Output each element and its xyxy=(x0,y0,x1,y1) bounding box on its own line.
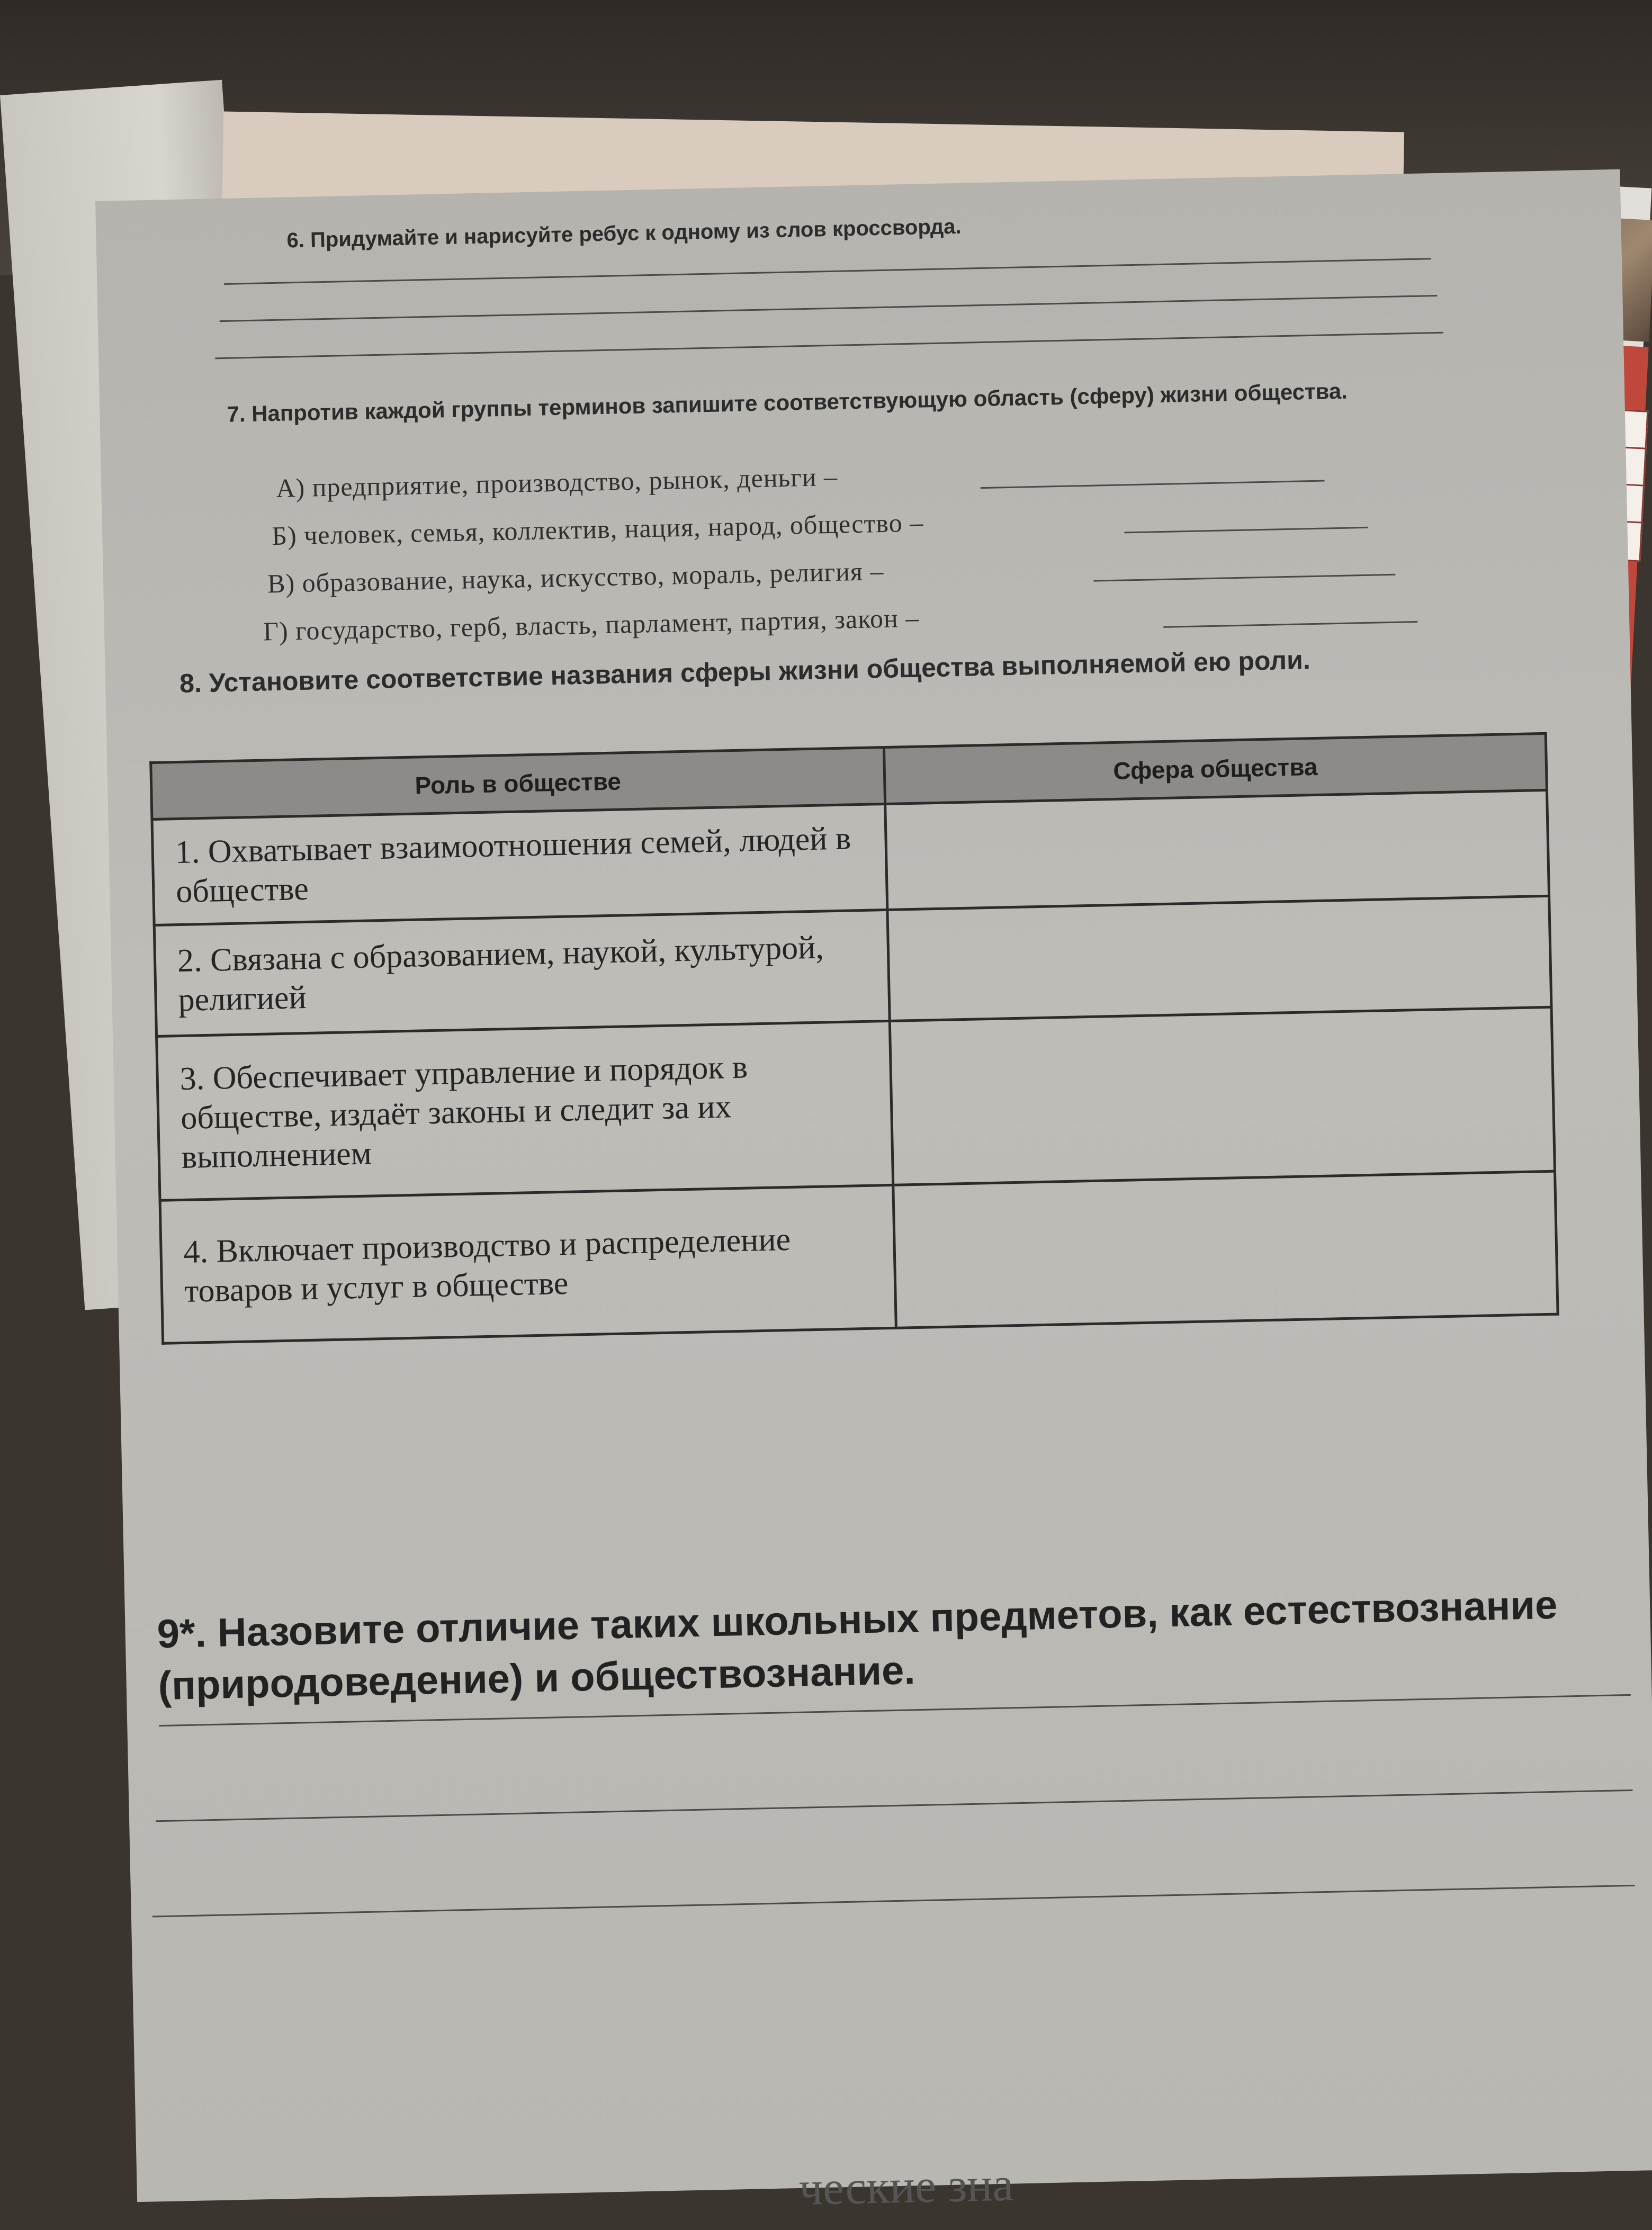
task-7-prompt: 7. Напротив каждой группы терминов запишите соответствующую область (сферу) жизни общества. xyxy=(226,378,1348,427)
sphere-answer-cell[interactable] xyxy=(890,1007,1555,1185)
answer-line[interactable] xyxy=(981,480,1325,489)
answer-line[interactable] xyxy=(224,258,1431,285)
sphere-answer-cell[interactable] xyxy=(885,790,1549,910)
answer-line[interactable] xyxy=(1093,574,1395,582)
role-cell: 4. Включает производство и распределение товаров и услуг в обществе xyxy=(160,1185,896,1343)
answer-line[interactable] xyxy=(1163,621,1417,628)
answer-line[interactable] xyxy=(220,295,1438,322)
task-7-item-d: Г) государство, герб, власть, парламент, партия, закон – xyxy=(263,603,920,646)
task-9-prompt: 9*. Назовите отличие таких школьных предметов, как естествознание (природоведение) и обществознание. xyxy=(156,1582,1558,1709)
task-7-item-a: А) предприятие, производство, рынок, деньги – xyxy=(275,461,838,503)
roles-table xyxy=(149,732,1559,1345)
sphere-answer-cell[interactable] xyxy=(893,1171,1558,1328)
next-page-fragment: ческие зна xyxy=(798,2158,1014,2215)
answer-line[interactable] xyxy=(1125,527,1368,534)
task-6-prompt: 6. Придумайте и нарисуйте ребус к одному из слов кроссворда. xyxy=(286,214,962,253)
column-header-sphere: Сфера общества xyxy=(884,733,1547,804)
answer-line[interactable] xyxy=(215,332,1443,359)
task-7-item-c: В) образование, наука, искусство, мораль, религия – xyxy=(267,555,884,599)
column-header-role: Роль в обществе xyxy=(151,748,885,820)
role-cell: 3. Обеспечивает управление и порядок в обществе, издаёт законы и следит за их выполнением xyxy=(157,1021,893,1200)
table-row xyxy=(157,1007,1555,1200)
answer-line[interactable] xyxy=(156,1790,1632,1822)
role-cell: 1. Охватывает взаимоотношения семей, людей в обществе xyxy=(152,804,887,925)
answer-line[interactable] xyxy=(152,1885,1635,1918)
worksheet-page xyxy=(95,169,1652,2215)
task-8-prompt: 8. Установите соответствие названия сферы жизни общества выполняемой ею роли. xyxy=(179,645,1311,698)
role-cell: 2. Связана с образованием, наукой, культурой, религией xyxy=(154,910,890,1036)
table-row xyxy=(160,1171,1558,1343)
sphere-answer-cell[interactable] xyxy=(887,896,1551,1021)
task-7-item-b: Б) человек, семья, коллектив, нация, народ, общество – xyxy=(271,507,924,551)
